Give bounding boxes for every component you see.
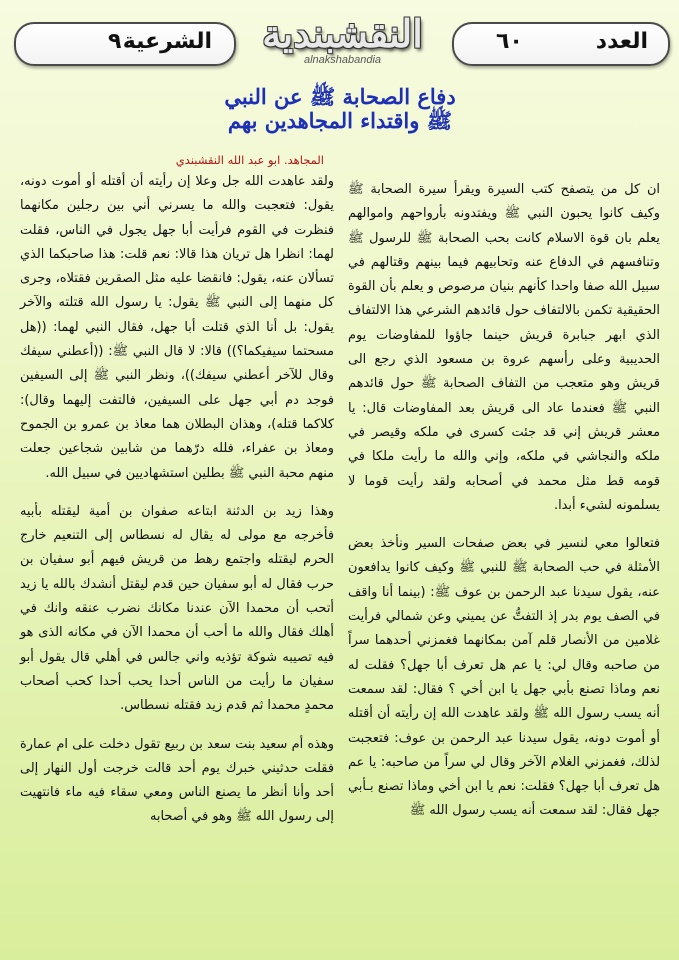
paragraph: وهذا زيد بن الدثنة ابتاعه صفوان بن أمية ليقتله بأبيه فأخرجه مع مولى له يقال له نسطاس إلى التنعيم خارج الحرم ليقتله واجتمع رهط من قريش فيهم أبو سفيان بن حرب فقال له أبو سفيان حين قدم ليقتل أنشدك بالله يا زيد أتحب أن محمدا الآن عندنا مكانك نضرب عنقه وانك في أهلك فقال والله ما أحب أن محمدا الآن في مكانه الذى هو فيه تصيبه شوكة تؤذيه واني جالس في أهلي قال يقول أبو سفيان ما رأيت من الناس أحدا يحب أحدا كحب أصحاب محمدٍ محمدا ثم قدم زيد فقتله نسطاس. — [20, 503, 334, 714]
paragraph: ان كل من يتصفح كتب السيرة ويقرأ سيرة الصحابة ﷺ وكيف كانوا يحبون النبي ﷺ ويفتدونه بأرواحهم واموالهم يعلم بان قوة الاسلام كانت بحب الصحابة ﷺ للرسول ﷺ وتنافسهم في الدفاع عنه وتحابيهم فيما بينهم وقتالهم في سبيل الله صفا واحدا كأنهم بنيان مرصوص و يعلم بأن القوة الحقيقية تكمن بالالتفاف حول قائدهم الشرعي هذا الالتفاف الذي ابهر جبابرة قريش حينما جاؤوا للمفاوضات يوم الحديبية وعلى رأسهم عروة بن مسعود الذي رجع الى قريش وهو متعجب من التفاف الصحابة ﷺ حول قائدهم النبي ﷺ فعندما عاد الى قريش بعد المفاوضات قال: يا معشر قريش إني قد جئت كسرى في ملكه وقيصر في ملكه والنجاشي في ملكه، وإني والله ما رأيت ملكا في قومه قط مثل محمد في أصحابه ولقد رأيت قوما لا يسلمونه لشيء أبدا. — [348, 182, 660, 513]
issue-number: ٦٠ — [496, 29, 523, 54]
issue-label: العدد — [595, 29, 648, 54]
section-banner — [14, 22, 236, 66]
left-column — [20, 170, 334, 844]
article-author: المجاهد. ابو عبد الله النقشبندي — [175, 153, 324, 167]
section-label: الشرعية — [122, 29, 212, 54]
paragraph: ولقد عاهدت الله جل وعلا إن رأيته أن أقتله أو أموت دونه، يقول: فتعجبت والله ما يسرني أني بين رجلين مكانهما فنظرت في القوم فرأيت أبا جهل يجول في الناس، فقلت لهما: انظرا هل تريان هذا قالا: نعم قلت: هذا صاحبكما الذي تسألان عنه، يقول: فانقضا عليه مثل الصقرين فقتلاه، وجرى كل منهما إلى النبي ﷺ يقول: يا رسول الله قتلته والآخر يقول: بل أنا الذي قتلت أبا جهل، فقال النبي لهما: ((هل مسحتما سيفيكما؟)) قالا: لا قال النبي ﷺ: ((أعطني سيفك وقال للآخر أعطني سيفك))، ونظر النبي ﷺ إلى السيفين فوجد دم أبي جهل على السيفين، فالتفت إليهما وقال): كلاكما قتله)، وهذان البطلان هما معاذ بن عمرو بن الجموح ومعاذ بن عفراء، فلله درّهما من شابين شجاعين جعلت منهم محبة النبي ﷺ بطلين استشهاديين في سبيل الله. — [20, 174, 334, 481]
logo-text: النقشبندية — [262, 11, 423, 56]
title-line-2: ﷺ واقتداء المجاهدين بهم — [227, 108, 453, 133]
issue-banner — [452, 22, 670, 66]
title-line-1: دفاع الصحابة ﷺ عن النبي — [224, 84, 456, 109]
page-number: ٩ — [108, 29, 122, 54]
right-column — [348, 178, 660, 838]
page-header — [0, 0, 679, 82]
logo-subtext: alnakshabandia — [303, 54, 382, 66]
paragraph: وهذه أم سعيد بنت سعد بن ربيع تقول دخلت على ام عمارة فقلت حدثيني خبرك يوم أحد قالت خرجت أول النهار إلى أحد وأنا أنظر ما يصنع الناس ومعي سقاء فيه ماء فانتهيت إلى رسول الله ﷺ وهو في أصحابه — [20, 736, 334, 825]
magazine-logo — [240, 8, 445, 76]
article-title — [110, 85, 570, 133]
paragraph: فتعالوا معي لنسير في بعض صفحات السير ونأخذ بعض الأمثلة في حب الصحابة ﷺ للنبي ﷺ وكيف كانوا يدافعون عنه، يقول سيدنا عبد الرحمن بن عوف ﷺ: (بينما أنا واقف في الصف يوم بدر إذ التفتُّ عن يميني وعن شمالي فرأيت غلامين من الأنصار قلم آمن بمكانهما فغمزني أحدهما سراً من صاحبه وقال لي: يا عم هل تعرف أبا جهل؟ فقلت له نعم وماذا تصنع بأبي جهل يا ابن أخي ؟ فقال: لقد سمعت أنه يسب رسول الله ﷺ ولقد عاهدت الله إن رأيته أن أقتله أو أموت دونه، يقول سيدنا عبد الرحمن بن عوف: فتعجبت لذلك، فغمزني الغلام الآخر وقال لي سراً من صاحبه: يا عم هل تعرف أبا جهل؟ فقلت: نعم يا ابن أخي وماذا تصنع بـأبي جهل فقال: لقد سمعت أنه يسب رسول الله ﷺ — [348, 536, 660, 819]
